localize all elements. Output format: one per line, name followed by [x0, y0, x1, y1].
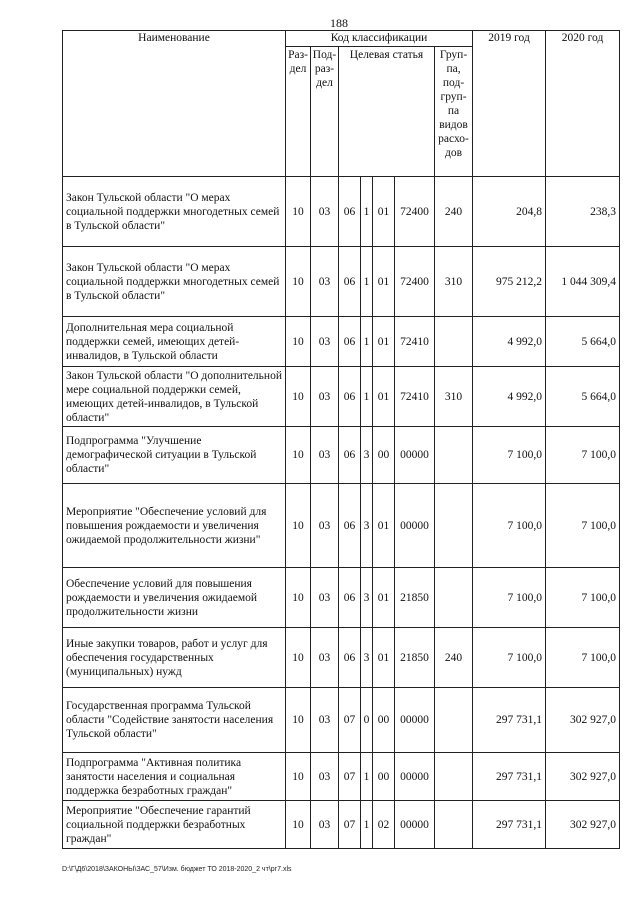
- row-subsection: 03: [311, 177, 339, 247]
- row-target-direction: 00000: [395, 688, 435, 753]
- table-row: [63, 568, 620, 628]
- row-target-subprogram: 1: [361, 247, 373, 317]
- row-name: Дополнительная мера социальной поддержки семей, имеющих детей-инвалидов, в Тульской области: [63, 317, 286, 367]
- row-value-2019: 4 992,0: [473, 317, 546, 367]
- row-target-measure: 00: [373, 688, 395, 753]
- row-target-subprogram: 1: [361, 317, 373, 367]
- row-section: 10: [286, 317, 311, 367]
- row-section: 10: [286, 753, 311, 801]
- row-target-measure: 01: [373, 484, 395, 568]
- row-expense-group: [435, 688, 473, 753]
- row-target-program: 06: [339, 177, 361, 247]
- header-target-item: Целевая статья: [339, 47, 435, 177]
- table-row: [63, 688, 620, 753]
- row-target-direction: 00000: [395, 484, 435, 568]
- row-subsection: 03: [311, 484, 339, 568]
- row-target-direction: 00000: [395, 753, 435, 801]
- row-subsection: 03: [311, 427, 339, 484]
- row-name: Закон Тульской области "О мерах социальной поддержки многодетных семей в Тульской области": [63, 247, 286, 317]
- row-target-direction: 00000: [395, 801, 435, 849]
- row-target-measure: 01: [373, 177, 395, 247]
- row-section: 10: [286, 427, 311, 484]
- row-value-2020: 7 100,0: [546, 427, 620, 484]
- row-value-2020: 302 927,0: [546, 753, 620, 801]
- row-value-2020: 1 044 309,4: [546, 247, 620, 317]
- row-target-direction: 00000: [395, 427, 435, 484]
- row-target-program: 07: [339, 753, 361, 801]
- row-section: 10: [286, 177, 311, 247]
- row-target-program: 06: [339, 628, 361, 688]
- row-value-2019: 7 100,0: [473, 484, 546, 568]
- budget-table: [62, 30, 620, 849]
- row-section: 10: [286, 367, 311, 427]
- row-name: Обеспечение условий для повышения рождаемости и увеличения ожидаемой продолжительности жизни: [63, 568, 286, 628]
- row-target-measure: 00: [373, 427, 395, 484]
- row-target-subprogram: 1: [361, 367, 373, 427]
- row-value-2020: 7 100,0: [546, 628, 620, 688]
- row-target-measure: 01: [373, 247, 395, 317]
- row-target-program: 07: [339, 801, 361, 849]
- row-value-2020: 7 100,0: [546, 484, 620, 568]
- row-value-2019: 4 992,0: [473, 367, 546, 427]
- row-expense-group: 310: [435, 247, 473, 317]
- row-value-2019: 7 100,0: [473, 427, 546, 484]
- row-target-measure: 02: [373, 801, 395, 849]
- row-subsection: 03: [311, 367, 339, 427]
- row-value-2019: 204,8: [473, 177, 546, 247]
- row-expense-group: [435, 753, 473, 801]
- page-number: 188: [330, 16, 348, 30]
- row-target-direction: 72410: [395, 317, 435, 367]
- row-value-2020: 302 927,0: [546, 688, 620, 753]
- table-row: [63, 753, 620, 801]
- row-target-program: 06: [339, 484, 361, 568]
- row-expense-group: [435, 317, 473, 367]
- row-value-2020: 302 927,0: [546, 801, 620, 849]
- row-section: 10: [286, 628, 311, 688]
- row-target-program: 06: [339, 367, 361, 427]
- row-section: 10: [286, 801, 311, 849]
- row-name: Мероприятие "Обеспечение гарантий социальной поддержки безработных граждан": [63, 801, 286, 849]
- table-row: [63, 367, 620, 427]
- row-name: Мероприятие "Обеспечение условий для повышения рождаемости и увеличения ожидаемой продолжительности жизни": [63, 484, 286, 568]
- row-section: 10: [286, 247, 311, 317]
- row-expense-group: 240: [435, 628, 473, 688]
- table-row: [63, 317, 620, 367]
- row-subsection: 03: [311, 753, 339, 801]
- row-section: 10: [286, 688, 311, 753]
- row-target-program: 06: [339, 317, 361, 367]
- row-target-program: 06: [339, 247, 361, 317]
- row-target-subprogram: 3: [361, 568, 373, 628]
- row-subsection: 03: [311, 801, 339, 849]
- header-subsection: Под- раз- дел: [311, 47, 339, 177]
- row-target-direction: 72400: [395, 247, 435, 317]
- row-section: 10: [286, 484, 311, 568]
- row-subsection: 03: [311, 317, 339, 367]
- row-value-2020: 5 664,0: [546, 317, 620, 367]
- table-row: [63, 801, 620, 849]
- row-value-2019: 7 100,0: [473, 628, 546, 688]
- row-value-2019: 297 731,1: [473, 688, 546, 753]
- row-target-subprogram: 1: [361, 177, 373, 247]
- row-target-subprogram: 0: [361, 688, 373, 753]
- row-target-measure: 01: [373, 628, 395, 688]
- row-target-program: 06: [339, 427, 361, 484]
- row-expense-group: [435, 484, 473, 568]
- row-target-program: 06: [339, 568, 361, 628]
- row-section: 10: [286, 568, 311, 628]
- file-path-footer: D:\Г\Д6\2018\ЗАКОНЫ\ЗАС_57\Изм. бюджет ТО 2018-2020_2 чт\рг7.xls: [62, 866, 292, 873]
- row-name: Государственная программа Тульской области "Содействие занятости населения Тульской области": [63, 688, 286, 753]
- header-classification: Код классификации: [286, 31, 473, 47]
- row-expense-group: [435, 801, 473, 849]
- row-target-measure: 01: [373, 367, 395, 427]
- row-value-2019: 7 100,0: [473, 568, 546, 628]
- row-target-subprogram: 3: [361, 427, 373, 484]
- table-row: [63, 628, 620, 688]
- row-value-2020: 7 100,0: [546, 568, 620, 628]
- row-name: Подпрограмма "Активная политика занятости населения и социальная поддержка безработных граждан": [63, 753, 286, 801]
- row-name: Закон Тульской области "О дополнительной мере социальной поддержки семей, имеющих детей-инвалидов, в Тульской области": [63, 367, 286, 427]
- row-target-direction: 21850: [395, 568, 435, 628]
- row-expense-group: [435, 568, 473, 628]
- table-row: [63, 247, 620, 317]
- header-section: Раз- дел: [286, 47, 311, 177]
- header-year-2020: 2020 год: [546, 31, 620, 177]
- row-subsection: 03: [311, 628, 339, 688]
- row-target-measure: 01: [373, 568, 395, 628]
- header-expense-group: Груп- па, под- груп- па видов расхо- дов: [435, 47, 473, 177]
- row-target-direction: 72410: [395, 367, 435, 427]
- row-value-2019: 975 212,2: [473, 247, 546, 317]
- row-subsection: 03: [311, 568, 339, 628]
- row-expense-group: 310: [435, 367, 473, 427]
- row-value-2020: 5 664,0: [546, 367, 620, 427]
- row-target-subprogram: 3: [361, 484, 373, 568]
- table-row: [63, 484, 620, 568]
- row-target-subprogram: 1: [361, 801, 373, 849]
- row-name: Закон Тульской области "О мерах социальной поддержки многодетных семей в Тульской области": [63, 177, 286, 247]
- row-target-subprogram: 1: [361, 753, 373, 801]
- row-value-2019: 297 731,1: [473, 753, 546, 801]
- row-target-direction: 21850: [395, 628, 435, 688]
- row-target-measure: 01: [373, 317, 395, 367]
- row-expense-group: [435, 427, 473, 484]
- row-target-measure: 00: [373, 753, 395, 801]
- row-expense-group: 240: [435, 177, 473, 247]
- table-row: [63, 427, 620, 484]
- row-value-2020: 238,3: [546, 177, 620, 247]
- header-name: Наименование: [63, 31, 286, 177]
- table-row: [63, 177, 620, 247]
- row-subsection: 03: [311, 688, 339, 753]
- row-name: Подпрограмма "Улучшение демографической ситуации в Тульской области": [63, 427, 286, 484]
- row-target-program: 07: [339, 688, 361, 753]
- row-value-2019: 297 731,1: [473, 801, 546, 849]
- row-target-subprogram: 3: [361, 628, 373, 688]
- row-subsection: 03: [311, 247, 339, 317]
- header-year-2019: 2019 год: [473, 31, 546, 177]
- row-target-direction: 72400: [395, 177, 435, 247]
- row-name: Иные закупки товаров, работ и услуг для обеспечения государственных (муниципальных) нужд: [63, 628, 286, 688]
